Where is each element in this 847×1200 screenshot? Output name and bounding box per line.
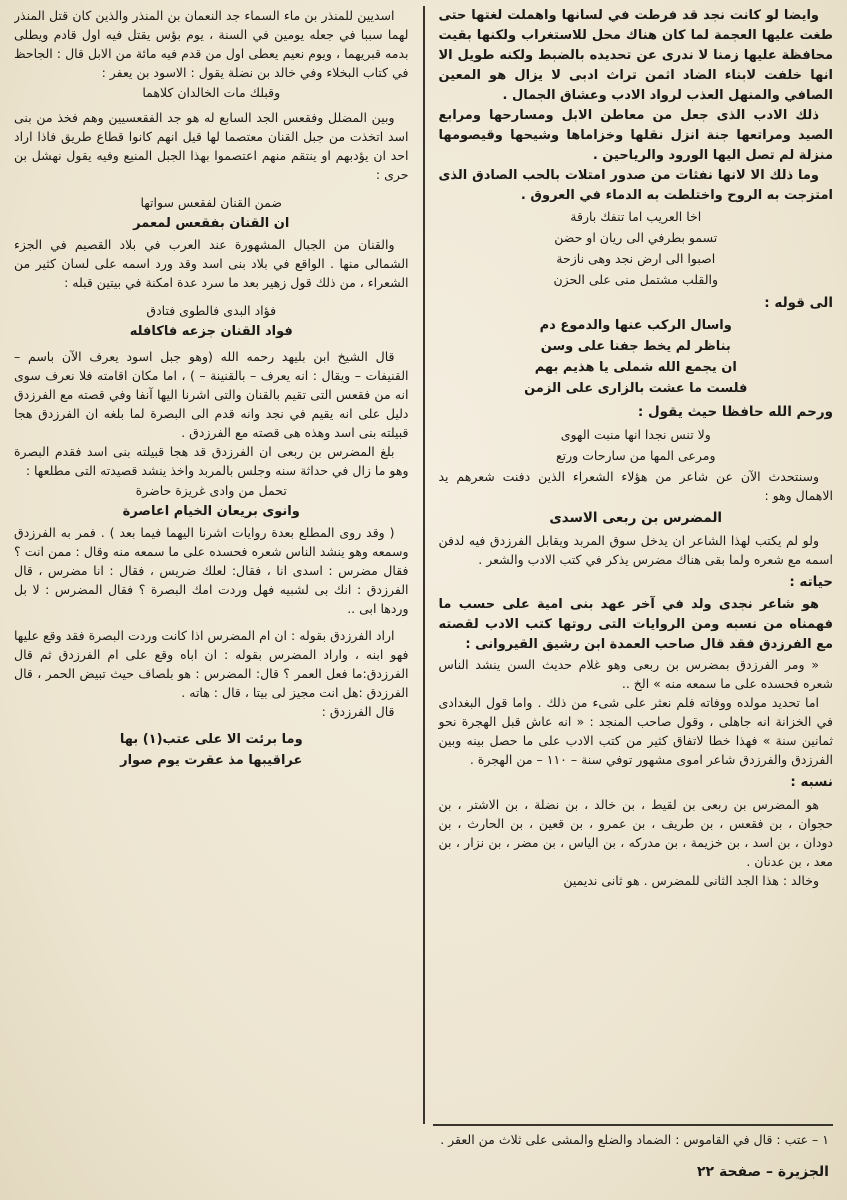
section-label: ورحم الله حافظا حيث يقول : — [637, 404, 833, 420]
paragraph: اما تحديد مولده ووفاته فلم نعثر على شىء من ذلك . واما قول البغدادى في الخزانة انه جاهلى ، وقول صاحب المنجد : « انه عاش قبل الهجرة نحو ثمانين سنة » فهذا خطا لاتفاق كثير من كتب الادب على ما حصل بينه وبين الفرزدق والفرزدق شاعر اموى مشهور توفي سنة – ١١٠ – من الهجرة . — [438, 695, 833, 767]
paragraph: اسديين للمنذر بن ماء السماء جد النعمان بن المنذر والذين كان قتل المنذر لهما سببا في جعله يومين في السنة ، يوم بؤس يقتل فيه اول قادم ويطلى بدمه قبريهما ، ويوم نعيم يعطى اول من قدم فيه مائة من الابل قال : الجاحظ في كتاب البخلاء وفي خالد بن نضلة يقول : الاسود بن يعفر : — [14, 8, 409, 80]
footnote: ١ – عتب : قال في القاموس : الضماد والضلع والمشى على ثلاث من العقر . — [440, 1132, 829, 1147]
section-heading-life: حياته : — [789, 574, 833, 590]
verse-line: اصبوا الى ارض نجد وهى نازحة — [556, 251, 716, 266]
right-column — [433, 6, 834, 1124]
paragraph: ( وقد روى المطلع بعدة روايات اشرنا اليهما فيما بعد ) . فمر به الفرزدق وسمعه وهو ينشد الناس شعره فحسده على ما سمعه منه وقال : ممن انت ؟ فقال مضرس : اسدى انا ، فقال: لعلك ضريس ، فقال : انا مضرس ، قال الفرزدق : انك بى لشبيه فهل وردت امك البصرة ؟ فقال المضرس : لا بل وردها ابى .. — [14, 525, 409, 616]
verse-line: وقبلك مات الخالدان كلاهما — [142, 85, 281, 100]
paragraph: هو المضرس بن ربعى بن لقيط ، بن خالد ، بن نضلة ، بن الاشتر ، بن حجوان ، بن فقعس ، بن طريف ، بن عمرو ، بن قعين ، بن الحارث ، بن دودان ، بن اسد ، بن خزيمة ، بن مدركه ، بن الياس ، بن مضر ، بن نزار ، بن معد ، بن عدنان . — [438, 797, 833, 869]
section-heading-lineage: نسبه : — [790, 774, 833, 790]
verse-line: بناظر لم يخط جفنا على وسن — [540, 339, 731, 354]
paragraph: ولو لم يكتب لهذا الشاعر ان يدخل سوق المربد ويقابل الفرزدق فيه لدفن اسمه مع شعره ولما بقى هناك مضرس يذكر في كتب الادب والشعر . — [438, 533, 833, 567]
column-divider — [423, 6, 425, 1124]
paragraph: وسنتحدث الآن عن شاعر من هؤلاء الشعراء الذين دفنت شعرهم يد الاهمال وهو : — [438, 469, 833, 503]
verse-line: عراقيبها مذ عقرت يوم صوار — [120, 753, 303, 768]
paragraph: وايضا لو كانت نجد قد فرطت في لسانها واهملت لغتها حتى طغت عليها العجمة لما كان هناك محل للاستغراب ولكنها بقيت محافظة عليها زمنا لا ندرى عن تحديده بالضبط ولكنه طويل الا انها خلفت لابناء الضاد اثمن تراث ادبى لا يزال هو المعين الصافي والمنهل العذب لرواد الادب وعشاق الجمال . — [438, 8, 833, 103]
footnote-rule — [433, 1124, 833, 1126]
verse-line: ولا تنس نجدا انها منبت الهوى — [560, 427, 711, 442]
article-columns — [14, 6, 833, 1124]
paragraph: وبين المضلل وفقعس الجد السابع له هو جد الفقعسيين وهم فخذ من بنى اسد اتخذت من جبل القنان معتصما لها قيل انهم كانوا قطاع طريق فاذا اراد احد ان يؤدبهم او ينتقم منهم اعتصموا بهذا الجبل المنيع وفيه يقول نهشل بن حرى : — [14, 110, 409, 182]
paragraph: هو شاعر نجدى ولد في آخر عهد بنى امية على حسب ما فهمناه من نسبه ومن الروايات التى روتها كتب الادب لقصته مع الفرزدق فقد قال صاحب العمدة ابن رشيق القيروانى : — [438, 597, 833, 652]
verse-line: تحمل من وادى غريزة حاضرة — [135, 483, 287, 498]
poet-heading: المضرس بن ربعى الاسدى — [549, 510, 723, 526]
paragraph: قال الشيخ ابن بليهد رحمه الله (وهو جبل اسود يعرف الآن باسم – القنيفات – ويقال : انه يعرف – بالقنينة – ) ، اما مكان اقامته فلا نعرف سوى انه من فقعس التى تقيم بالقنان والتى اشرنا اليها آنفا وفي قصته مع الفرزدق دليل على انه يقيم في نجد وانه قدم الى البصرة لما بلغه ان الفرزدق هجا قبيلته بنى اسد وهذه هى قصته مع الفرزدق . — [14, 349, 409, 440]
verse-line: فؤاد البدى فالطوى فتادق — [146, 303, 277, 318]
paragraph: وخالد : هذا الجد الثانى للمضرس . هو ثانى نديمين — [563, 873, 819, 888]
verse-line: ضمن القنان لفقعس سواتها — [140, 195, 283, 210]
verse-line: تسمو بطرفي الى ريان او حضن — [554, 230, 718, 245]
verse-line: اخا العريب اما تنفك بارقة — [570, 209, 702, 224]
verse-line: وما برئت الا على عتب(١) بها — [119, 732, 303, 747]
verse-line: والقلب مشتمل منى على الحزن — [553, 272, 719, 287]
paragraph: بلغ المضرس بن ربعى ان الفرزدق قد هجا قبيلته بنى اسد فقدم البصرة وهو ما زال في حداثة سنه وجلس بالمربد واخذ ينشد قصيدته التى مطلعها : — [14, 444, 409, 478]
verse-line: وانوى بريعان الخيام اعاصرة — [122, 504, 300, 519]
verse-line: ان يجمع الله شملى يا هذيم بهم — [534, 360, 737, 375]
paragraph: وما ذلك الا لانها نفثات من صدور امتلات بالحب الصادق الذى امتزجت به الروح واختلطت به الدماء في العروق . — [438, 168, 833, 203]
paragraph: قال الفرزدق : — [321, 704, 395, 719]
paragraph: والقنان من الجبال المشهورة عند العرب في بلاد القصيم في الجزء الشمالى منها . الواقع في بلاد بنى اسد وقد ورد اسمه على لسان كثير من الشعراء ، من ذلك قول زهير بعد ما سرد عدة امكنة في بيتين قبله : — [14, 237, 409, 290]
verse-line: ان القنان بفقعس لمعمر — [133, 216, 290, 231]
paragraph: « ومر الفرزدق بمضرس بن ربعى وهو غلام حديث السن ينشد الناس شعره فحسده على ما سمعه منه » الخ .. — [438, 657, 833, 691]
verse-line: ومرعى المها من سارحات ورتع — [555, 448, 716, 463]
paragraph: ذلك الادب الذى جعل من معاطن الابل ومسارحها ومرابع الصيد ومراتعها جنة انزل نقلها وخزاماها وشيحها وقيصومها منزلة لم تصل اليها الورود والرياحين . — [438, 108, 833, 163]
section-label: الى قوله : — [764, 295, 833, 311]
left-column — [14, 6, 415, 1124]
page-footer: الجزيرة – صفحة ٢٢ — [697, 1164, 829, 1180]
paragraph: اراد الفرزدق بقوله : ان ام المضرس اذا كانت وردت البصرة فقد وقع عليها فهو ابنه ، واراد المضرس بقوله : ان اباه وقع على ام الفرزدق ثم قال الفرزدق:ما فعل العمر ؟ قال: المضرس : هو بلصاف حيث تبيض الحمر ، قال الفرزدق :هل انت مجيز لى بيتا ، قال : هاته . — [14, 628, 409, 700]
verse-line: فواد القنان جزعه فاكافله — [129, 324, 293, 339]
verse-line: واسال الركب عنها والدموع دم — [539, 318, 732, 333]
verse-line: فلست ما عشت بالزارى على الزمن — [524, 381, 748, 396]
